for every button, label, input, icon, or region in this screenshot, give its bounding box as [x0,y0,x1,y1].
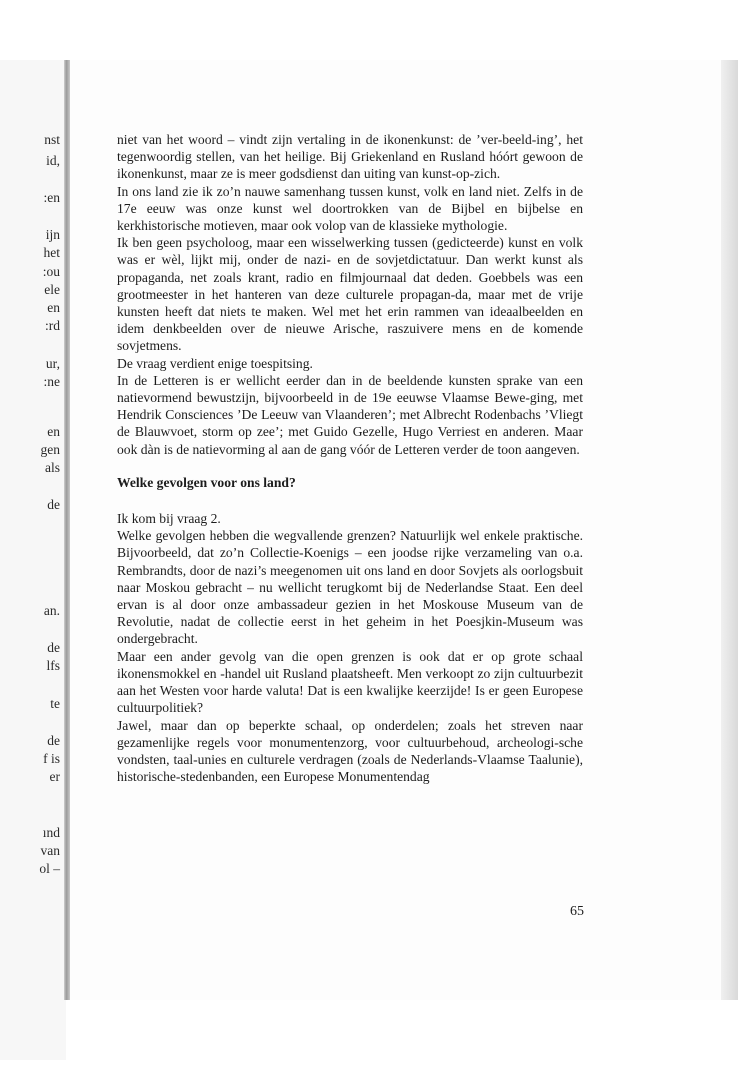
facing-page-fragment: van [40,843,60,858]
paragraph: In de Letteren is er wellicht eerder dan in de beeldende kunsten sprake van een natievormend bewustzijn, bijvoorbeeld in de 19e eeuwse Vlaamse Bewe-ging, met Hendrik Consciences ’De Leeuw van Vlaanderen’; met Albrecht Rodenbachs ’Vliegt de Blauwvoet, storm op zee’; met Guido Gezelle, Hugo Verriest en anderen. Maar ook dàn is de natievorming al aan de gang vóór de Letteren verder de toon aangeven. [117,372,583,457]
facing-page-fragment: f is [43,751,60,766]
paragraph: Jawel, maar dan op beperkte schaal, op onderdelen; zoals het streven naar gezamenlijke regels voor monumentenzorg, voor cultuurbehoud, archeologi-sche vondsten, taal-unies en culturele verdragen (zoals de Nederlands-Vlaamse Taalunie), historische-stedenbanden, een Europese Monumentendag [117,717,583,785]
facing-page-fragment: an. [43,603,60,618]
facing-page-fragment: de [47,733,60,748]
facing-page-fragment: te [50,696,60,711]
facing-page-fragment: ijn [45,227,60,242]
facing-page-fragment: gen [40,442,60,457]
facing-page-fragment: en [47,300,60,315]
paragraph: In ons land zie ik zo’n nauwe samenhang tussen kunst, volk en land niet. Zelfs in de 17e eeuw was onze kunst wel doortrokken van de Bijbel en bijbelse en kerkhistorische motieven, maar ook volop van de klassieke mythologie. [117,183,583,234]
facing-page-fragment: nst [44,132,60,147]
facing-page-fragment: het [43,245,60,260]
page-number: 65 [570,904,584,919]
page-body [117,131,583,785]
facing-page-fragment: er [49,769,60,784]
facing-page-fragment: ele [44,282,60,297]
page-edge-shadow [721,60,738,1000]
paragraph: Welke gevolgen hebben die wegvallende grenzen? Natuurlijk wel enkele praktische. Bijvoorbeeld, dat zo’n Collectie-Koenigs – een joodse rijke verzameling van o.a. Rembrandts, door de nazi’s meegenomen uit ons land en door Sovjets als oorlogsbuit naar Moskou gebracht – nu wellicht terugkomt bij de Nederlandse Staat. Een deel ervan is al door onze ambassadeur gezien in het Moskouse Museum van de Revolutie, nadat de collectie eerst in het geheim in het Poesjkin-Museum was ondergebracht. [117,528,583,647]
facing-page-fragment: ol – [39,861,60,876]
paragraph: niet van het woord – vindt zijn vertaling in de ikonenkunst: de ’ver-beeld-ing’, het tegenwoordig stellen, van het heilige. Bij Griekenland en Rusland hóórt gewoon de ikonenkunst, maar ze is meer godsdienst dan uiting van kunst-op-zich. [117,132,583,182]
facing-page-fragment: de [47,640,60,655]
facing-page-fragment: :ne [43,374,60,389]
facing-page-fragment: als [45,460,60,475]
facing-page-fragment: ur, [45,356,60,371]
facing-page-fragment: en [47,424,60,439]
paragraph: Ik kom bij vraag 2. [117,511,221,527]
facing-page-fragment: lfs [46,658,60,673]
facing-page-fragment: id, [46,153,60,168]
facing-page-fragment: :rd [45,318,60,333]
facing-page-fragment: ınd [42,825,60,840]
paragraph: Maar een ander gevolg van die open grenzen is ook dat er op grote schaal ikonensmokkel en -handel uit Rusland plaatsheeft. Men verkoopt zo zijn cultuurbezit aan het Westen voor harde valuta! Dat is een kwalijke keerzijde! Is er geen Europese cultuurpolitiek? [117,648,583,716]
section-heading: Welke gevolgen voor ons land? [117,474,296,490]
paragraph: De vraag verdient enige toespitsing. [117,355,313,371]
facing-page-fragment: de [47,497,60,512]
facing-page-fragment: :en [43,190,60,205]
paragraph: Ik ben geen psycholoog, maar een wisselwerking tussen (gedicteerde) kunst en volk was er wèl, lijkt mij, onder de nazi- en de sovjetdictatuur. Dan werkt kunst als propaganda, net zoals krant, radio en filmjournaal dat deden. Goebbels was een grootmeester in het hanteren van deze culturele propagan-da, maar met de vrije kunsten heeft dat niets te maken. Wel met het erin rammen van ideaalbeelden en idem denkbeelden over de nieuwe Arische, raszuivere mens en de komende sovjetmens. [117,235,583,354]
facing-page-edge [0,60,66,1060]
facing-page-fragment: :ou [42,264,60,279]
